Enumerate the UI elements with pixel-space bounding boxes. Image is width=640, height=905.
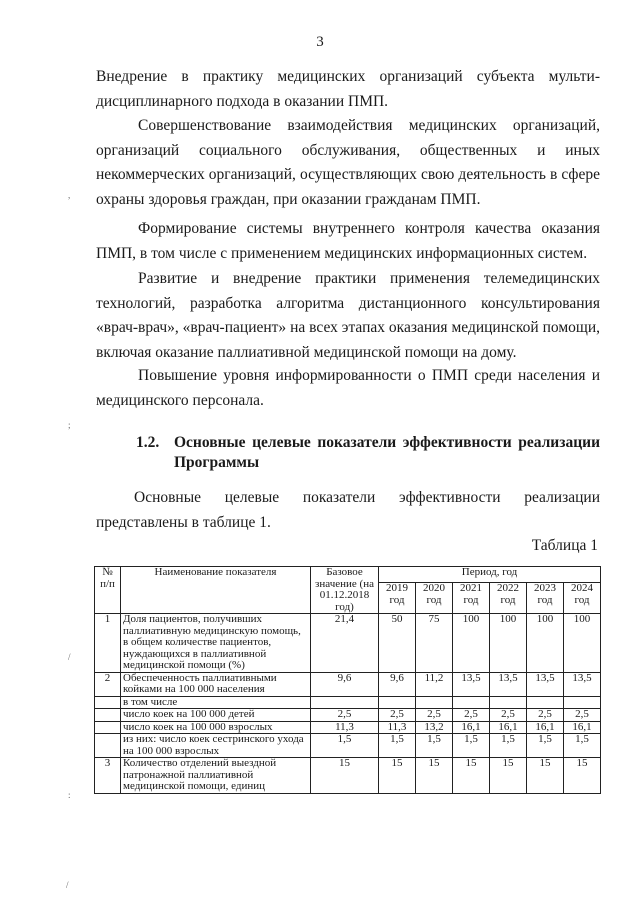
row-name: Доля пациентов, получивших паллиативную медицинскую помощь, в общем количестве пациентов, нуждающихся в паллиативной медицинской помощи (%)	[121, 614, 311, 673]
row-value: 2,5	[564, 709, 601, 722]
row-value: 15	[379, 758, 416, 794]
margin-mark: /	[66, 880, 69, 890]
row-base	[311, 696, 379, 709]
row-value: 75	[416, 614, 453, 673]
section-title: Основные целевые показатели эффективности реализации Программы	[174, 434, 600, 471]
header-base: Базовое значение (на 01.12.2018 год)	[311, 567, 379, 614]
header-name: Наименование показателя	[121, 567, 311, 614]
paragraph-multidisciplinary: Внедрение в практику медицинских организаций субъекта мульти-дисциплинарного подхода в оказании ПМП.	[96, 68, 600, 110]
row-base: 11,3	[311, 721, 379, 734]
row-base: 2,5	[311, 709, 379, 722]
indicators-table	[94, 566, 601, 794]
row-value: 13,5	[490, 672, 527, 696]
paragraph-quality-control: Формирование системы внутреннего контроля качества оказания ПМП, в том числе с применением медицинских информационных систем.	[96, 220, 600, 262]
table-row	[95, 758, 601, 794]
table-row	[95, 672, 601, 696]
table-row	[95, 734, 601, 758]
row-value: 11,2	[416, 672, 453, 696]
row-name: Обеспеченность паллиативными койками на 100 000 населения	[121, 672, 311, 696]
row-value: 11,3	[379, 721, 416, 734]
row-value: 13,5	[453, 672, 490, 696]
section-heading	[136, 433, 600, 473]
row-value: 16,1	[453, 721, 490, 734]
header-year: 2019 год	[379, 583, 416, 614]
row-value: 13,5	[527, 672, 564, 696]
row-base: 9,6	[311, 672, 379, 696]
row-value	[416, 696, 453, 709]
row-value: 1,5	[564, 734, 601, 758]
row-value: 16,1	[527, 721, 564, 734]
row-value	[379, 696, 416, 709]
table-row	[95, 614, 601, 673]
row-name: Количество отделений выездной патронажной паллиативной медицинской помощи, единиц	[121, 758, 311, 794]
header-num: № п/п	[95, 567, 121, 614]
paragraph-telemedicine: Развитие и внедрение практики применения телемедицинских технологий, разработка алгоритма дистанционного консультирования «врач-врач», «врач-пациент» на всех этапах оказания медицинской помощи, включая оказание паллиативной медицинской помощи на дому.	[96, 270, 600, 361]
margin-mark: ,	[68, 190, 71, 200]
row-name: из них: число коек сестринского ухода на 100 000 взрослых	[121, 734, 311, 758]
header-year: 2020 год	[416, 583, 453, 614]
row-value: 100	[564, 614, 601, 673]
row-value: 1,5	[416, 734, 453, 758]
page-number: 3	[316, 34, 324, 50]
row-value: 2,5	[379, 709, 416, 722]
header-period: Период, год	[379, 567, 601, 583]
row-value: 50	[379, 614, 416, 673]
row-value: 100	[453, 614, 490, 673]
row-num: 3	[95, 758, 121, 794]
row-value: 15	[416, 758, 453, 794]
row-value: 15	[490, 758, 527, 794]
row-value: 2,5	[527, 709, 564, 722]
table-row	[95, 721, 601, 734]
row-value: 2,5	[453, 709, 490, 722]
row-name: число коек на 100 000 детей	[121, 709, 311, 722]
row-value: 1,5	[453, 734, 490, 758]
table-row	[95, 696, 601, 709]
table-row	[95, 709, 601, 722]
row-base: 15	[311, 758, 379, 794]
section-number: 1.2.	[136, 434, 160, 451]
row-num: 1	[95, 614, 121, 673]
row-value: 16,1	[490, 721, 527, 734]
row-value: 100	[527, 614, 564, 673]
row-value	[490, 696, 527, 709]
row-name: число коек на 100 000 взрослых	[121, 721, 311, 734]
paragraph-intro: Основные целевые показатели эффективности реализации представлены в таблице 1.	[96, 489, 600, 531]
row-value: 15	[527, 758, 564, 794]
paragraph-awareness: Повышение уровня информированности о ПМП среди населения и медицинского персонала.	[96, 367, 600, 409]
row-value: 1,5	[379, 734, 416, 758]
row-num	[95, 709, 121, 722]
row-num	[95, 696, 121, 709]
row-num	[95, 734, 121, 758]
table-header-row	[95, 567, 601, 583]
header-year: 2023 год	[527, 583, 564, 614]
row-num	[95, 721, 121, 734]
row-num: 2	[95, 672, 121, 696]
row-base: 1,5	[311, 734, 379, 758]
row-value	[564, 696, 601, 709]
row-value: 16,1	[564, 721, 601, 734]
paragraph-cooperation: Совершенствование взаимодействия медицинских организаций, организаций социального обслуживания, общественных и иных некоммерческих организаций, осуществляющих свою деятельность в сфере охраны здоровья граждан, при оказании гражданам ПМП.	[96, 117, 600, 208]
header-year: 2021 год	[453, 583, 490, 614]
row-value: 100	[490, 614, 527, 673]
row-value: 1,5	[490, 734, 527, 758]
row-value: 13,5	[564, 672, 601, 696]
margin-mark: :	[68, 790, 71, 800]
row-value: 1,5	[527, 734, 564, 758]
row-value	[453, 696, 490, 709]
row-value: 2,5	[490, 709, 527, 722]
row-base: 21,4	[311, 614, 379, 673]
row-name: в том числе	[121, 696, 311, 709]
margin-mark: ;	[68, 420, 71, 430]
row-value	[527, 696, 564, 709]
margin-mark: /	[68, 652, 71, 662]
row-value: 15	[453, 758, 490, 794]
row-value: 9,6	[379, 672, 416, 696]
header-year: 2022 год	[490, 583, 527, 614]
table-caption: Таблица 1	[531, 537, 598, 554]
row-value: 2,5	[416, 709, 453, 722]
header-year: 2024 год	[564, 583, 601, 614]
row-value: 13,2	[416, 721, 453, 734]
row-value: 15	[564, 758, 601, 794]
